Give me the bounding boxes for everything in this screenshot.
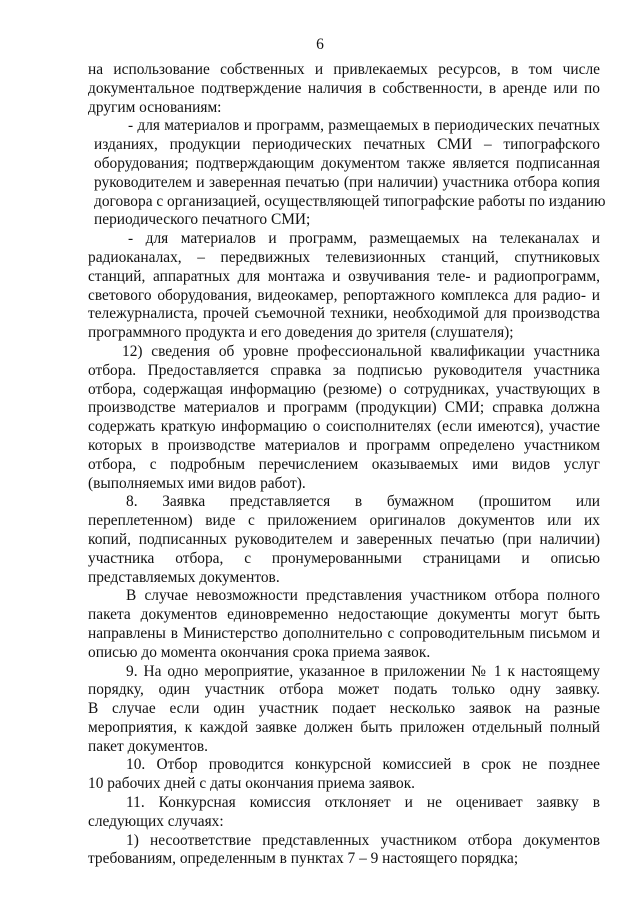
text-line: производстве материалов и программ (продукции) СМИ; справка должна (88, 399, 600, 417)
text-line: копий, подписанных руководителем и заверенных печатью (при наличии) (88, 530, 600, 548)
text-line: В случае если один участник подает несколько заявок на разные (88, 700, 600, 718)
paragraph-p6 (88, 663, 600, 757)
paragraph-p3 (88, 343, 600, 493)
text-line: пакет документов. (88, 737, 208, 755)
text-line: требованиям, определенным в пунктах 7 – 9 настоящего порядка; (88, 850, 519, 868)
paragraph-p5 (88, 587, 600, 662)
page-number: 6 (316, 36, 324, 53)
text-line: периодического печатного СМИ; (94, 211, 311, 229)
text-line: направлены в Министерство дополнительно с сопроводительным письмом и (88, 624, 600, 642)
text-line: оборудования; подтверждающим документом также является подписанная (94, 154, 600, 172)
text-line: программного продукта и его доведения до зрителя (слушателя); (88, 324, 514, 342)
text-line: 12) сведения об уровне профессиональной квалификации участника (122, 342, 600, 360)
text-line: пакета документов единовременно недостающие документы могут быть (88, 606, 600, 624)
text-line: В случае невозможности представления участником отбора полного (126, 587, 600, 605)
text-line: участника отбора, с пронумерованными страницами и описью (88, 549, 600, 567)
text-line: - для материалов и программ, размещаемых в периодических печатных (128, 117, 600, 135)
text-line: светового оборудования, видеокамер, репортажного комплекса для радио- и (88, 286, 600, 304)
text-line: руководителем и заверенная печатью (при наличии) участника отбора копия (94, 173, 600, 191)
paragraph-p7 (88, 756, 600, 794)
text-line: 8. Заявка представляется в бумажном (прошитом или (126, 493, 600, 511)
paragraph-p4 (88, 493, 600, 587)
text-line: отбора, содержащая информацию (резюме) о сотрудниках, участвующих в (88, 380, 600, 398)
text-line: которых в производстве материалов и программ определено участником (88, 436, 600, 454)
text-line: документальное подтверждение наличия в собственности, в аренде или по (88, 79, 600, 97)
paragraph-p9 (88, 832, 600, 870)
text-line: (выполняемых ими видов работ). (88, 474, 306, 492)
text-line: порядку, один участник отбора может подать только одну заявку. (88, 681, 600, 699)
paragraph-p0 (88, 61, 600, 117)
text-line: мероприятия, к каждой заявке должен быть приложен отдельный полный (88, 718, 600, 736)
text-line: содержать краткую информацию о соисполнителях (если имеются), участие (88, 418, 600, 436)
text-line: представляемых документов. (88, 568, 280, 586)
paragraph-p8 (88, 794, 600, 832)
text-line: переплетенном) виде с приложением оригиналов документов или их (88, 512, 600, 530)
text-line: договора с организацией, осуществляющей типографские работы по изданию (94, 192, 606, 210)
text-line: изданиях, продукции периодических печатных СМИ – типографского (94, 136, 600, 154)
text-line: радиоканалах, – передвижных телевизионных станций, спутниковых (88, 248, 600, 266)
text-line: 10 рабочих дней с даты окончания приема заявок. (88, 775, 416, 793)
text-line: другим основаниям: (88, 98, 222, 116)
text-line: следующих случаях: (88, 812, 224, 830)
document-body (88, 61, 606, 869)
paragraph-p1 (88, 117, 606, 230)
text-line: отбора. Предоставляется справка за подписью руководителя участника (88, 361, 600, 379)
text-line: тележурналиста, прочей съемочной техники, необходимой для производства (88, 305, 600, 323)
text-line: 11. Конкурсная комиссия отклоняет и не оценивает заявку в (126, 794, 600, 812)
text-line: 1) несоответствие представленных участником отбора документов (126, 831, 600, 849)
paragraph-p2 (88, 230, 600, 343)
text-line: - для материалов и программ, размещаемых на телеканалах и (128, 230, 600, 248)
text-line: описью до момента окончания срока приема заявок. (88, 643, 431, 661)
text-line: 10. Отбор проводится конкурсной комиссией в срок не позднее (126, 756, 600, 774)
text-line: 9. На одно мероприятие, указанное в приложении № 1 к настоящему (126, 662, 600, 680)
text-line: отбора, с подробным перечислением оказываемых ими видов услуг (88, 455, 600, 473)
text-line: на использование собственных и привлекаемых ресурсов, в том числе (88, 61, 600, 78)
text-line: станций, аппаратных для монтажа и озвучивания теле- и радиопрограмм, (88, 267, 600, 285)
